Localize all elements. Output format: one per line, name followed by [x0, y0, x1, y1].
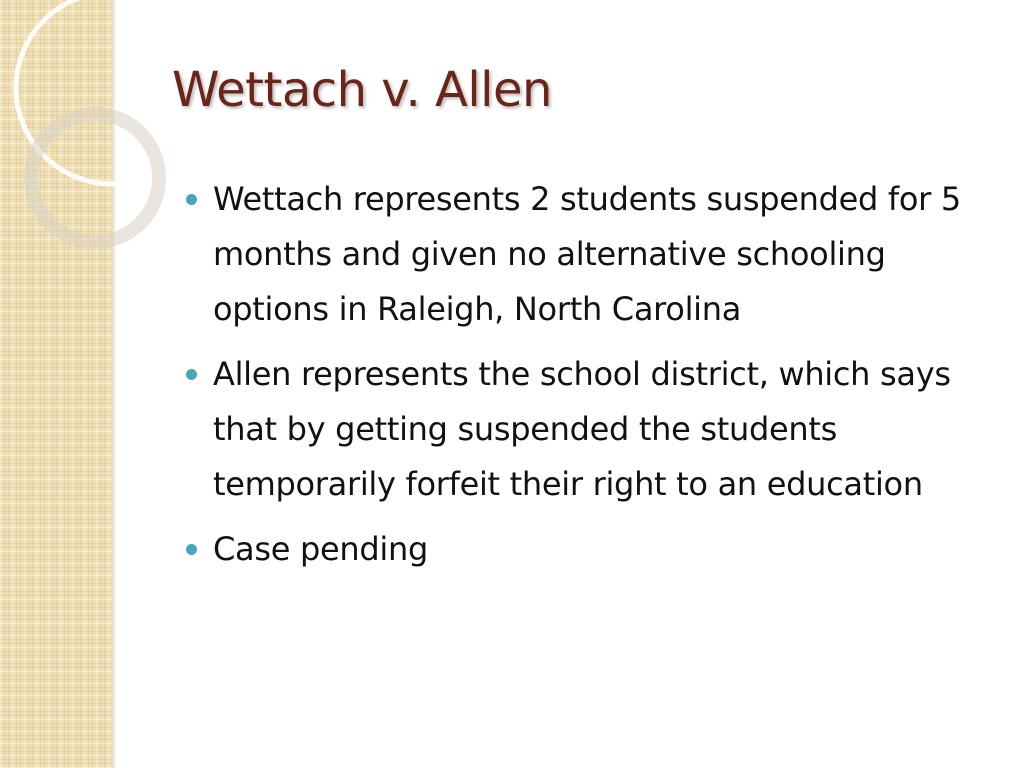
- bullet-text: Case pending: [213, 530, 428, 568]
- bullet-item: [186, 172, 998, 337]
- bullet-text: Wettach represents 2 students suspended for 5 months and given no alternative schooling options in Raleigh, North Carolina: [213, 180, 961, 328]
- slide-title: Wettach v. Allen: [172, 62, 552, 118]
- bullet-item: [186, 347, 998, 512]
- bullet-dot-icon: [186, 369, 197, 380]
- bullet-list: [186, 172, 998, 587]
- bullet-text: Allen represents the school district, which says that by getting suspended the students temporarily forfeit their right to an education: [213, 355, 951, 503]
- bullet-item: [186, 522, 998, 577]
- decorative-circles: [0, 0, 140, 260]
- bullet-dot-icon: [186, 544, 197, 555]
- bullet-dot-icon: [186, 194, 197, 205]
